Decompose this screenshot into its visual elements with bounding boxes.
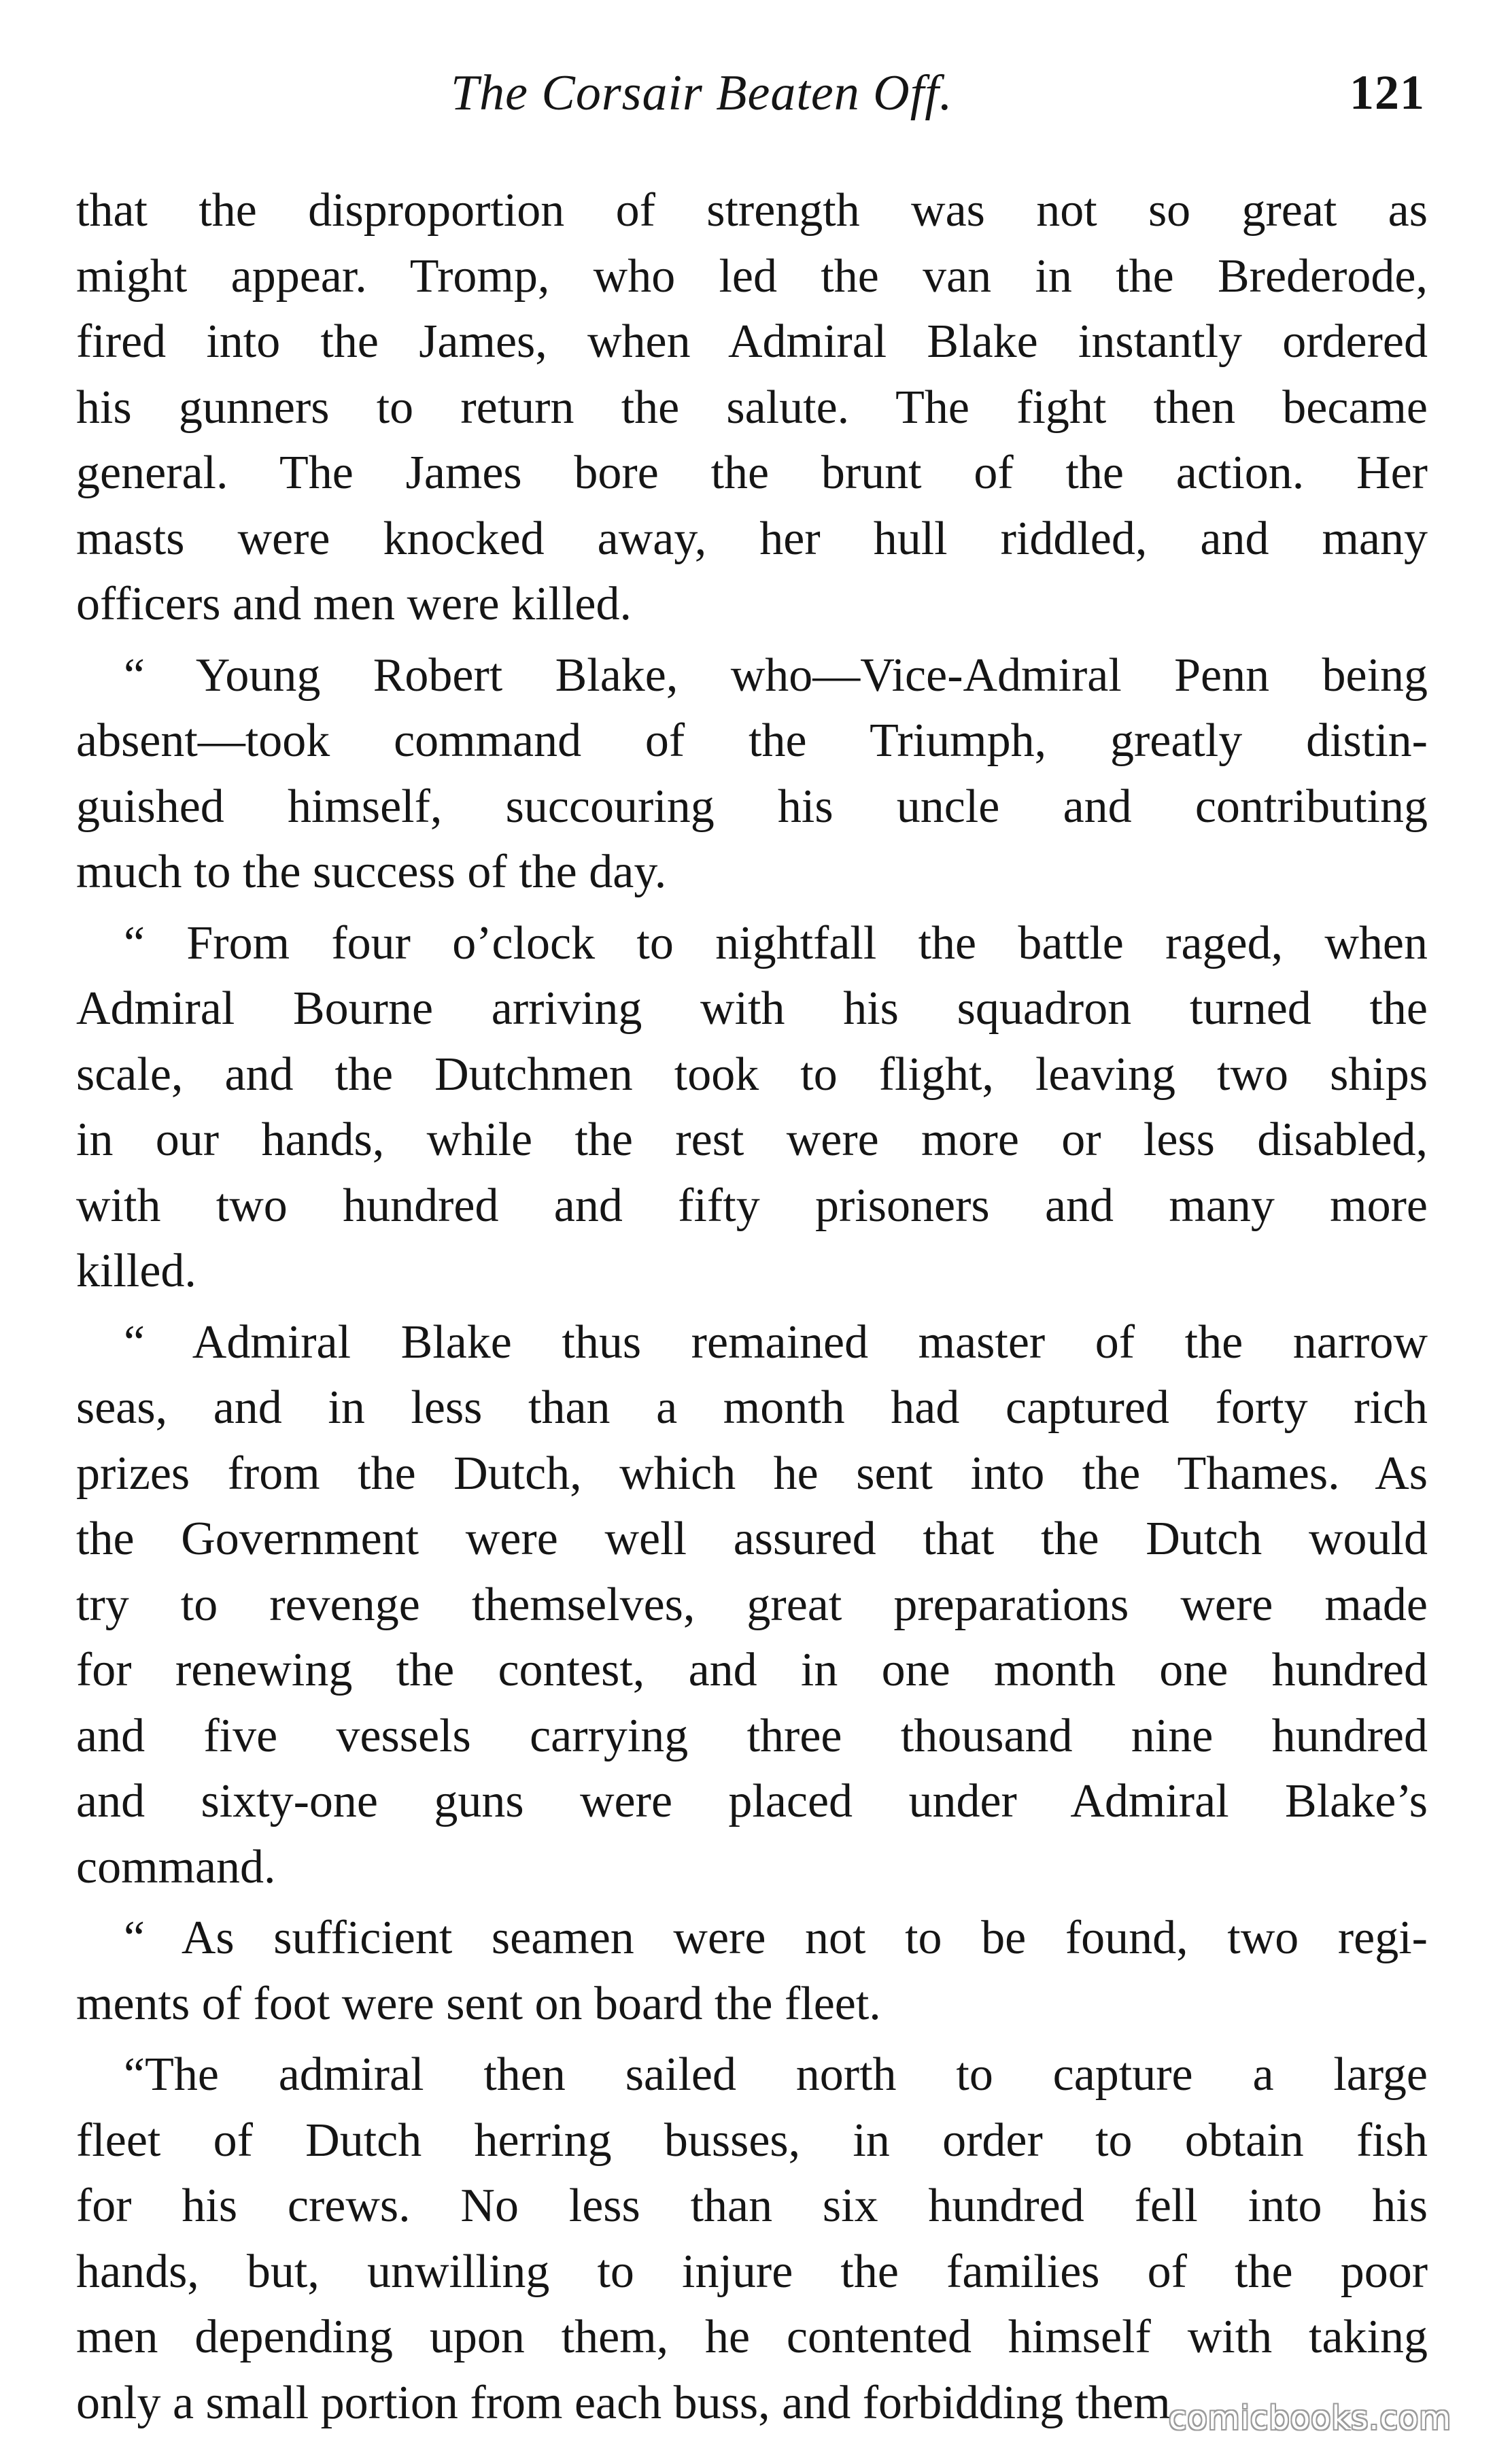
- text-line: hands, but, unwilling to injure the families of the poor: [76, 2245, 1428, 2298]
- text-line: “ Young Robert Blake, who—Vice-Admiral Penn being: [124, 649, 1428, 702]
- text-line: try to revenge themselves, great preparations were made: [76, 1578, 1428, 1631]
- text-line: Admiral Bourne arriving with his squadron turned the: [76, 982, 1428, 1035]
- body-text: [76, 178, 1428, 2441]
- text-line: with two hundred and fifty prisoners and many more: [76, 1179, 1428, 1232]
- text-line: the Government were well assured that the Dutch would: [76, 1513, 1428, 1565]
- paragraph: [76, 1310, 1428, 1901]
- text-line: scale, and the Dutchmen took to flight, leaving two ships: [76, 1048, 1428, 1101]
- paragraph: [76, 1906, 1428, 2037]
- text-line: men depending upon them, he contented himself with taking: [76, 2311, 1428, 2363]
- running-title: The Corsair Beaten Off.: [451, 65, 953, 121]
- running-head: [75, 65, 1444, 139]
- text-line: “ From four o’clock to nightfall the battle raged, when: [124, 916, 1428, 969]
- text-line: fleet of Dutch herring busses, in order to obtain fish: [76, 2114, 1428, 2167]
- text-line: and sixty-one guns were placed under Admiral Blake’s: [76, 1775, 1428, 1827]
- text-line: in our hands, while the rest were more or less disabled,: [76, 1114, 1428, 1166]
- text-line: for his crews. No less than six hundred fell into his: [76, 2180, 1428, 2232]
- text-line: masts were knocked away, her hull riddled, and many: [76, 512, 1428, 565]
- text-line: guished himself, succouring his uncle and contributing: [76, 780, 1428, 833]
- watermark: comicbooks.com: [1168, 2399, 1452, 2437]
- text-line: absent—took command of the Triumph, greatly distin-: [76, 715, 1428, 767]
- text-line: “ As sufficient seamen were not to be found, two regi-: [124, 1912, 1428, 1964]
- text-line: fired into the James, when Admiral Blake instantly ordered: [76, 315, 1428, 368]
- text-line: officers and men were killed.: [76, 578, 632, 630]
- text-line: seas, and in less than a month had captured forty rich: [76, 1381, 1428, 1434]
- text-line: much to the success of the day.: [76, 846, 667, 898]
- page-number: 121: [1350, 65, 1425, 120]
- text-line: command.: [76, 1840, 276, 1893]
- paragraph: [76, 2042, 1428, 2436]
- text-line: killed.: [76, 1245, 196, 1297]
- text-line: and five vessels carrying three thousand nine hundred: [76, 1709, 1428, 1762]
- paragraph: [76, 911, 1428, 1305]
- paragraph: [76, 643, 1428, 906]
- text-line: prizes from the Dutch, which he sent into the Thames. As: [76, 1447, 1428, 1500]
- text-line: “ Admiral Blake thus remained master of the narrow: [124, 1316, 1428, 1369]
- text-line: might appear. Tromp, who led the van in the Brederode,: [76, 250, 1428, 303]
- text-line: ments of foot were sent on board the fleet.: [76, 1977, 881, 2030]
- text-line: “The admiral then sailed north to capture a large: [124, 2048, 1428, 2101]
- text-line: for renewing the contest, and in one month one hundred: [76, 1644, 1428, 1696]
- text-line: his gunners to return the salute. The fight then became: [76, 381, 1428, 434]
- paragraph: [76, 178, 1428, 638]
- text-line: only a small portion from each buss, and forbidding them: [76, 2376, 1171, 2429]
- text-line: general. The James bore the brunt of the action. Her: [76, 447, 1428, 499]
- text-line: that the disproportion of strength was not so great as: [76, 184, 1428, 237]
